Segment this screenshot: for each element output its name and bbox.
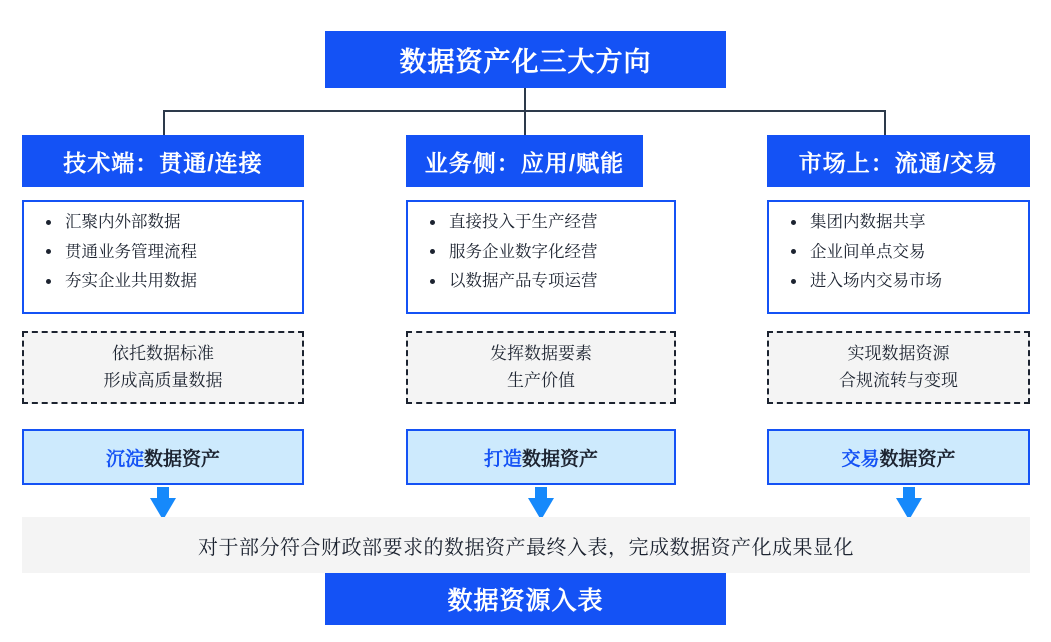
list-item bbox=[46, 244, 288, 261]
list-item-label: 企业间单点交易 bbox=[810, 242, 926, 261]
list-item-label: 进入场内交易市场 bbox=[810, 272, 942, 290]
connector-branch-left bbox=[163, 110, 165, 135]
bullet-dot-icon bbox=[791, 249, 796, 254]
column-header-3: 市场上：流通/交易 bbox=[767, 135, 1030, 187]
dashed-box-line-1: 发挥数据要素 bbox=[490, 344, 592, 364]
list-item bbox=[46, 214, 288, 231]
bullet-dot-icon bbox=[46, 220, 51, 225]
list-item bbox=[430, 214, 660, 231]
result-rest-2: 数据资产 bbox=[522, 448, 599, 470]
result-highlight-2: 打造 bbox=[483, 448, 522, 470]
bullet-dot-icon bbox=[791, 220, 796, 225]
list-item-label: 夯实企业共用数据 bbox=[65, 272, 197, 290]
dashed-box-line-2: 形成高质量数据 bbox=[103, 370, 223, 390]
list-item bbox=[430, 244, 660, 261]
bullet-dot-icon bbox=[430, 220, 435, 225]
result-rest-1: 数据资产 bbox=[144, 448, 221, 470]
bullet-dot-icon bbox=[791, 279, 796, 284]
list-item bbox=[791, 273, 1014, 290]
bullet-box-3 bbox=[767, 200, 1030, 314]
result-highlight-1: 沉淀 bbox=[105, 448, 144, 470]
connector-title-stem bbox=[524, 88, 526, 110]
bottom-band: 对于部分符合财政部要求的数据资产最终入表，完成数据资产化成果显化 bbox=[22, 517, 1030, 573]
result-box-2 bbox=[406, 429, 676, 485]
result-highlight-3: 交易 bbox=[841, 448, 880, 470]
bullet-dot-icon bbox=[46, 279, 51, 284]
connector-branch-center bbox=[524, 110, 526, 135]
diagram-title: 数据资产化三大方向 bbox=[325, 31, 726, 88]
dashed-box-line-1: 实现数据资源 bbox=[847, 344, 950, 364]
list-item-label: 直接投入于生产经营 bbox=[449, 213, 598, 231]
bullet-dot-icon bbox=[430, 249, 435, 254]
result-box-3 bbox=[767, 429, 1030, 485]
list-item-label: 服务企业数字化经营 bbox=[449, 242, 598, 261]
result-box-1 bbox=[22, 429, 304, 485]
dashed-box-line-1: 依托数据标准 bbox=[112, 344, 214, 364]
dashed-box-1 bbox=[22, 331, 304, 404]
column-header-2: 业务侧：应用/赋能 bbox=[406, 135, 643, 187]
list-item-label: 集团内数据共享 bbox=[810, 213, 926, 231]
dashed-box-3 bbox=[767, 331, 1030, 404]
bottom-title: 数据资源入表 bbox=[325, 573, 726, 625]
dashed-box-line-2: 生产价值 bbox=[507, 370, 575, 390]
list-item bbox=[791, 244, 1014, 261]
list-item-label: 贯通业务管理流程 bbox=[65, 242, 197, 261]
column-header-1: 技术端：贯通/连接 bbox=[22, 135, 304, 187]
list-item-label: 汇聚内外部数据 bbox=[65, 213, 181, 231]
list-item bbox=[791, 214, 1014, 231]
bullet-box-1 bbox=[22, 200, 304, 314]
result-rest-3: 数据资产 bbox=[879, 448, 956, 470]
bullet-box-2 bbox=[406, 200, 676, 314]
list-item bbox=[430, 273, 660, 290]
dashed-box-line-2: 合规流转与变现 bbox=[839, 370, 958, 390]
bullet-dot-icon bbox=[430, 279, 435, 284]
connector-branch-right bbox=[884, 110, 886, 135]
list-item bbox=[46, 273, 288, 290]
dashed-box-2 bbox=[406, 331, 676, 404]
bullet-dot-icon bbox=[46, 249, 51, 254]
list-item-label: 以数据产品专项运营 bbox=[449, 272, 598, 290]
